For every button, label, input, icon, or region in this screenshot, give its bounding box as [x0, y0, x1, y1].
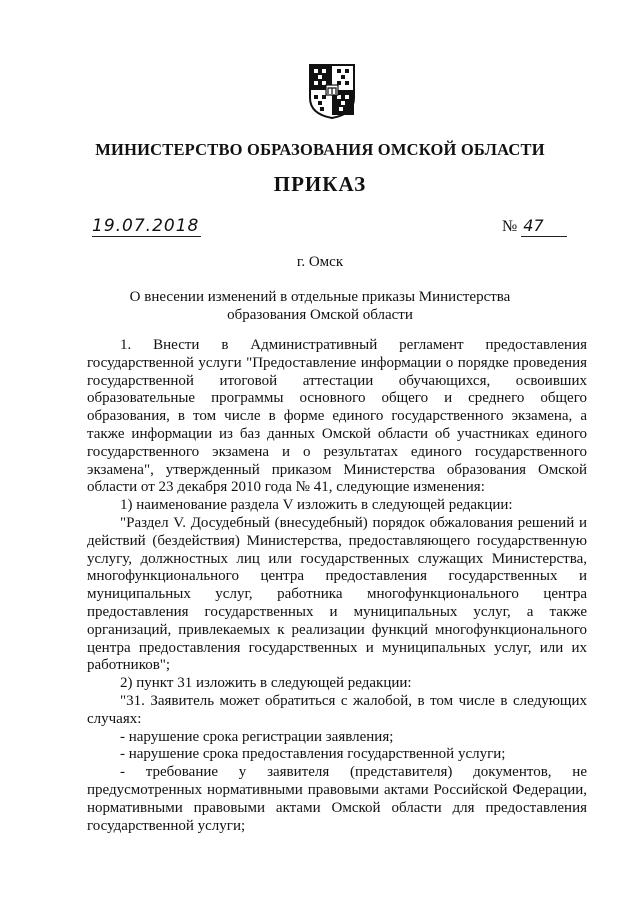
- body-paragraph: "31. Заявитель может обратиться с жалобой, в том числе в следующих случаях:: [87, 692, 587, 727]
- coat-of-arms-emblem: [307, 62, 357, 120]
- order-number-label: №: [502, 218, 518, 235]
- body-paragraph: "Раздел V. Досудебный (внесудебный) порядок обжалования решений и действий (бездействия) Министерства, предоставляющего государственную услугу, должностных лиц или государственных служащих Министерства, многофункционального центра предоставления государственных и муниципальных услуг, работника многофункционального центра предоставления государственных и муниципальных услуг, а также организаций, привлекаемых к реализации функций многофункционального центра предоставления государственных и муниципальных услуг, или их работников";: [87, 514, 587, 674]
- order-body: [87, 337, 587, 835]
- order-subject: [0, 288, 640, 324]
- subject-line: образования Омской области: [227, 307, 413, 323]
- body-paragraph: 1) наименование раздела V изложить в следующей редакции:: [120, 497, 513, 514]
- subject-line: О внесении изменений в отдельные приказы Министерства: [129, 289, 511, 305]
- body-paragraph: - требование у заявителя (представителя) документов, не предусмотренных нормативными правовыми актами Российской Федерации, нормативными правовыми актами Омской области для предоставления государственной услуги;: [87, 764, 587, 834]
- body-paragraph: - нарушение срока предоставления государственной услуги;: [120, 746, 506, 763]
- city-line: г. Омск: [296, 254, 344, 270]
- document-type-title: ПРИКАЗ: [273, 172, 367, 196]
- body-paragraph: 2) пункт 31 изложить в следующей редакции:: [120, 675, 412, 692]
- order-number-block: [502, 216, 567, 237]
- order-number: 47: [521, 216, 567, 237]
- body-paragraph: - нарушение срока регистрации заявления;: [120, 728, 394, 745]
- order-date: 19.07.2018: [92, 216, 200, 236]
- body-paragraph: 1. Внести в Административный регламент предоставления государственной услуги "Предоставление информации о порядке проведения государственной итоговой аттестации обучающихся, освоивших образовательные программы основного общего и среднего общего образования, в том числе в форме единого государственного экзамена, а также информации из баз данных Омской области об участниках единого государственного экзамена и о результатах единого государственного экзамена", утвержденный приказом Министерства образования Омской области от 23 декабря 2010 года № 41, следующие изменения:: [87, 337, 587, 496]
- ministry-title: МИНИСТЕРСТВО ОБРАЗОВАНИЯ ОМСКОЙ ОБЛАСТИ: [95, 140, 545, 159]
